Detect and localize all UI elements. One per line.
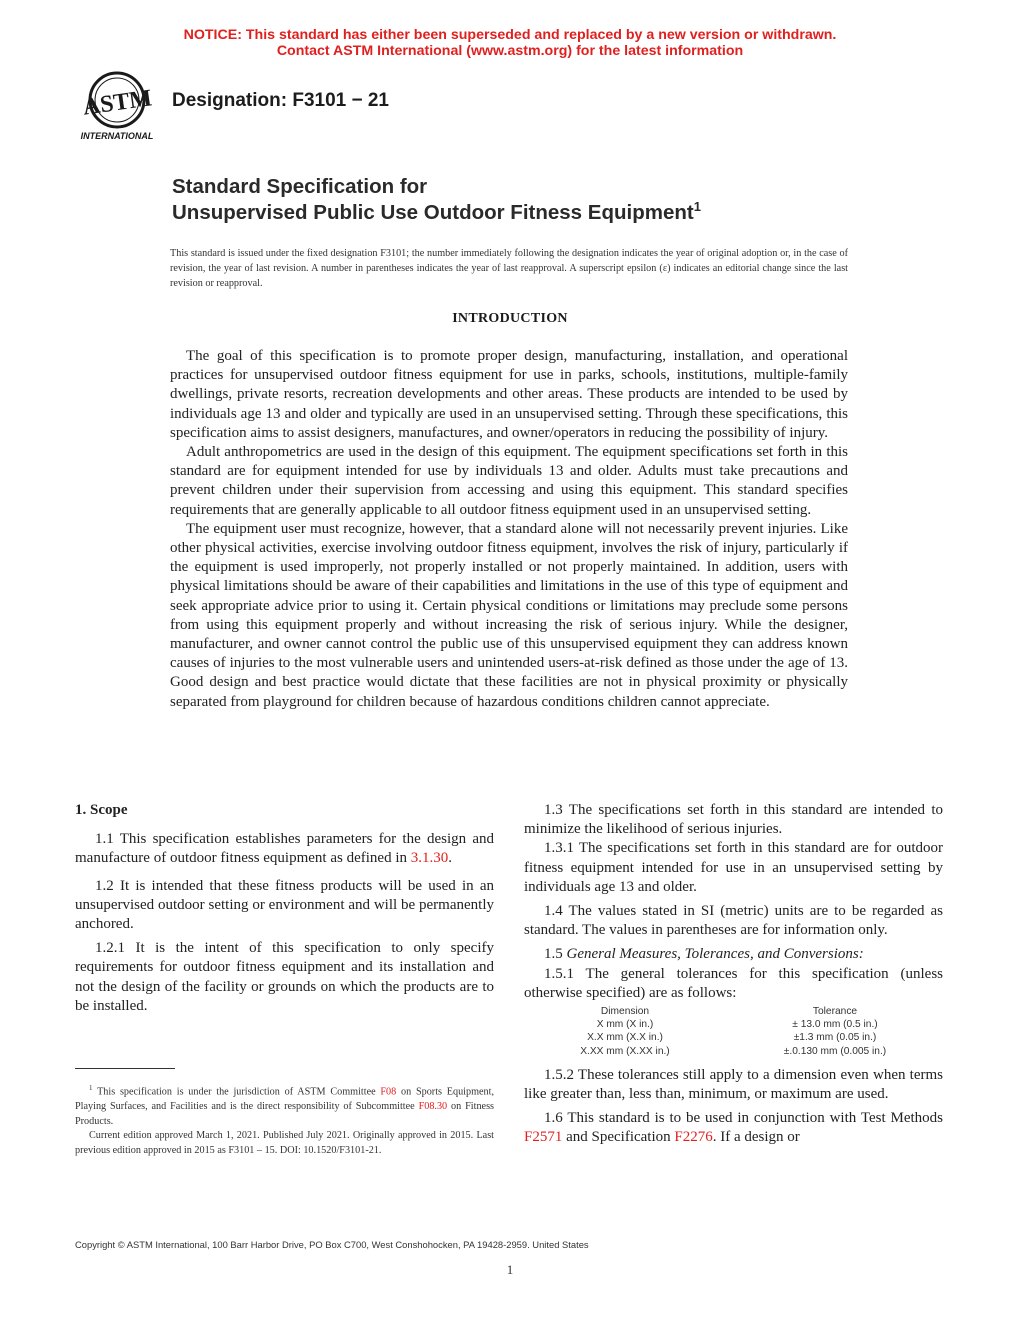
section-1-3: 1.3 The specifications set forth in this standard are intended to minimize the likelihood of serious injuries.: [524, 802, 943, 838]
footnote: [75, 1081, 494, 1158]
title-footnote-mark[interactable]: 1: [693, 199, 701, 214]
footnote-rule: [75, 1068, 175, 1069]
section-1-1-text: 1.1 This specification establishes parameters for the design and manufacture of outdoor fitness equipment as defined in: [75, 831, 494, 867]
right-column: [524, 801, 943, 1148]
section-1-2: 1.2 It is intended that these fitness products will be used in an unsupervised outdoor setting or environment and will be permanently anchored.: [75, 877, 494, 933]
section-1-6-text-b: and Specification: [562, 1129, 675, 1146]
tolerance-cell: ±1.3 mm (0.05 in.): [793, 1032, 877, 1044]
footnote-edition: Current edition approved March 1, 2021. Published July 2021. Originally approved in 2015. Last previous edition approved in 2015 as F3101 – 15. DOI: 10.1520/F3101-21.: [75, 1130, 494, 1156]
column-header-tolerance: Tolerance: [812, 1006, 858, 1018]
test-method-f2571-link[interactable]: F2571: [524, 1129, 563, 1146]
intro-paragraph: The goal of this specification is to promote proper design, manufacturing, installation, and operational practices for unsupervised outdoor fitness equipment for use in parks, schools, institutions, multiple-family dwellings, private resorts, recreation developments and other areas. These products are intended to be used by individuals age 13 and older and typically are used in an unsupervised setting. Through these specifications, this specification aims to assist designers, manufactures, and owner/operators in reducing the possibility of injury.: [170, 348, 848, 441]
section-3-1-30-link[interactable]: 3.1.30: [410, 850, 449, 867]
intro-paragraph: The equipment user must recognize, however, that a standard alone will not necessarily prevent injuries. Like other physical activities, exercise involving outdoor fitness equipment, involves the risk of injury, particularly if the equipment is used improperly, not properly installed or not properly maintained. In addition, users with physical limitations should be aware of their capabilities and limitations in the use of this type of equipment and seek appropriate advice prior to using it. Certain physical conditions or limitations may preclude some persons from using this equipment properly and without increasing the risk of serious injury. While the designer, manufacturer, and owner cannot control the public use of this unsupervised equipment they can address known causes of injuries to the most vulnerable users and unintended users-at-risk defined as those under the age of 13. Good design and best practice would dictate that these facilities are not in physical proximity or physically separated from playground for children because of hazardous conditions children cannot appreciate.: [170, 520, 848, 710]
title-line1: Standard Specification for: [172, 175, 428, 198]
section-1-3-1: 1.3.1 The specifications set forth in this standard are for outdoor fitness equipment intended for use in an unsupervised setting by individuals age 13 and older.: [524, 840, 943, 895]
section-1-5: [524, 945, 943, 964]
page-number: 1: [506, 1262, 514, 1277]
supersede-notice-line1: NOTICE: This standard has either been superseded and replaced by a new version or withdrawn.: [183, 27, 837, 43]
footnote-jurisdiction: [75, 1081, 494, 1129]
section-1-4: 1.4 The values stated in SI (metric) units are to be regarded as standard. The values in parentheses are for information only.: [524, 903, 943, 939]
column-header-dimension: Dimension: [600, 1006, 650, 1018]
footnote-mark: 1: [89, 1084, 93, 1092]
section-1-6-text-a: 1.6 This standard is to be used in conjunction with Test Methods: [544, 1110, 943, 1127]
introduction-heading: INTRODUCTION: [452, 311, 568, 326]
dimension-cell: X.X mm (X.X in.): [587, 1032, 663, 1044]
issue-note: This standard is issued under the fixed designation F3101; the number immediately following the designation indicates the year of original adoption or, in the case of revision, the year of last revision. A number in parentheses indicates the year of last reapproval. A superscript epsilon (ε) indicates an editorial change since the last revision or reapproval.: [170, 248, 848, 290]
section-1-5-2: 1.5.2 These tolerances still apply to a dimension even when terms like greater than, less than, minimum, or maximum are used.: [524, 1066, 943, 1103]
tolerance-cell: ± 13.0 mm (0.5 in.): [792, 1019, 878, 1031]
table-row: [524, 1045, 944, 1058]
committee-f08-link[interactable]: F08: [380, 1086, 397, 1098]
scope-heading: 1. Scope: [75, 802, 128, 818]
specification-f2276-link[interactable]: F2276: [674, 1129, 713, 1146]
intro-paragraph: Adult anthropometrics are used in the design of this equipment. The equipment specifications set forth in this standard are for equipment intended for use by individuals 13 and older. Adults must take precautions and prevent children under their supervision from accessing and using this equipment. This standard specifies requirements that are generally applicable to all outdoor fitness equipment used in an unsupervised setting.: [170, 444, 848, 518]
title-line2-text: Unsupervised Public Use Outdoor Fitness Equipment: [172, 201, 694, 224]
tolerance-cell: ±.0.130 mm (0.005 in.): [783, 1045, 887, 1057]
section-1-1: [75, 830, 494, 868]
astm-logo: [72, 70, 162, 144]
section-1-5-num: 1.5: [544, 946, 567, 963]
section-1-2-1: 1.2.1 It is the intent of this specification to only specify requirements for outdoor fitness equipment and its installation and not the design of the facility or grounds on which the products are to be installed.: [75, 940, 494, 1014]
title-line2: [172, 200, 701, 226]
introduction-body: [170, 347, 848, 712]
footnote-text-c: on Fitness Products.: [75, 1100, 494, 1127]
dimension-cell: X mm (X in.): [596, 1019, 654, 1031]
section-1-5-1: 1.5.1 The general tolerances for this specification (unless otherwise specified) are as follows:: [524, 965, 943, 1001]
section-1-6-text-c: . If a design or: [712, 1129, 800, 1146]
supersede-notice-line2: Contact ASTM International (www.astm.org) for the latest information: [276, 43, 744, 59]
dimension-cell: X.XX mm (X.XX in.): [580, 1045, 670, 1057]
logo-subtitle: INTERNATIONAL: [80, 131, 154, 141]
logo-wordmark: ASTM: [81, 85, 154, 121]
designation: Designation: F3101 − 21: [172, 90, 389, 111]
tolerance-table: [524, 1005, 944, 1058]
table-row: [524, 1018, 944, 1031]
left-column: [75, 801, 494, 1016]
subcommittee-f08-30-link[interactable]: F08.30: [418, 1100, 448, 1112]
section-1-1-end: .: [448, 850, 452, 867]
tolerance-header-row: [524, 1005, 944, 1018]
section-1-6: [524, 1109, 943, 1147]
section-1-5-title: General Measures, Tolerances, and Conversions:: [566, 946, 864, 963]
footnote-text-a: This specification is under the jurisdiction of ASTM Committee: [92, 1086, 381, 1098]
footnote-text-b: on Sports Equipment, Playing Surfaces, and Facilities and is the direct responsibility of Subcommittee: [75, 1086, 494, 1112]
copyright-line: Copyright © ASTM International, 100 Barr Harbor Drive, PO Box C700, West Conshohocken, PA 19428-2959. United States: [75, 1239, 589, 1250]
table-row: [524, 1031, 944, 1044]
